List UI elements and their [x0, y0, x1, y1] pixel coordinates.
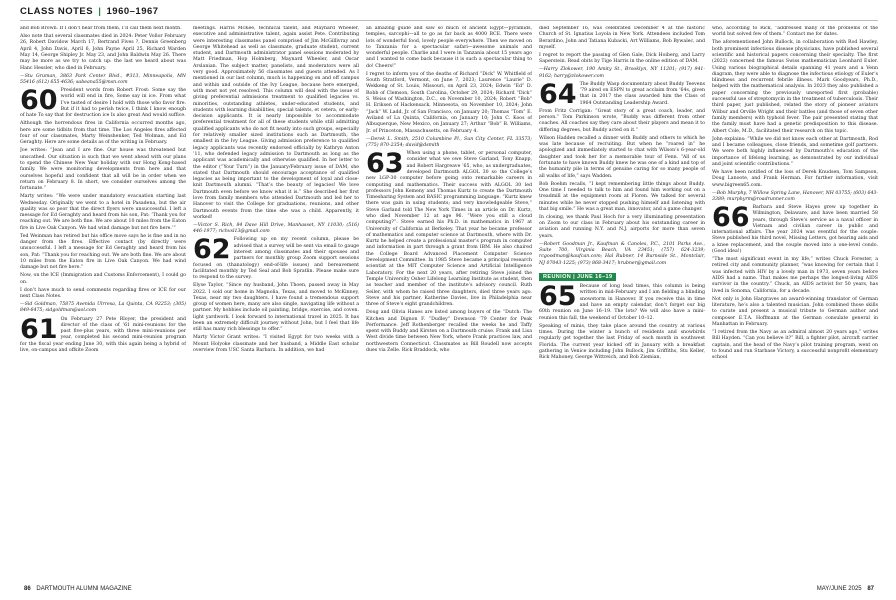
class-year-number: 65: [539, 281, 577, 313]
class-entry-text: On February 27 Pete Rloyer, the president and director of the class of ’61 mini-reunions for the past five-plus years, with three mini-reunions per year, completed his second mini-reunion program for the fiscal year ending June 30, with this again being a hybrid of live, on-campus and offsite Zoom: [20, 316, 186, 354]
column-5: [712, 26, 878, 578]
class-secretary-signature: —Stu Gruman, 3863 Park Center Blvd., #313, Minneapolis, MN 55416 (612) 655-4636; sabeana55@msn.com: [20, 73, 186, 85]
note-paragraph: John explains: “While we did not know each other at Dartmouth, Rod and I became colleagues, close friends, and sometime golf partners. We were both highly influenced by Dartmouth’s education of the importance of lifelong learning, as demonstrated by our individual and joint scientific contributions.”: [712, 136, 878, 167]
left-page-number: 86: [24, 586, 31, 592]
note-paragraph: Joe writes: “Jean and I are fine. Our house was threatened but unscathed. Our situation is such that we went ahead with our plans to spend the Chinese New Year holiday with our Hong Kong-based family. We were monitoring developments from here and that ourselves hopeful and confident that all will be in order when we return on February 8. In short, we consider ourselves among the fortunate.”: [20, 148, 186, 192]
class-entry-text: Because of long lead times, this column is being written in mid-February and I am fielding a blinding snowstorm in Hanover. If you receive this in time and have an empty calendar, don’t forget our big 60th reunion on June 16–19. The lots? We will also have a mini-reunion this fall, the weekend of October 10–12.: [539, 284, 705, 321]
class-entry: [539, 78, 705, 110]
class-entry: [193, 234, 359, 281]
right-page-number: 87: [867, 586, 874, 592]
note-paragraph: meetings. Harris McKee, technical talent, and Maynard Wheeler, executive and administrative talent, again assist Pete. Contributing were interesting classmates panel comprised of Jim McGillivray and George Whitehead as well as classmate, graduate student, current student, and Dartmouth administrator panel sessions moderated by Matt Friedman, Hop Holmberg, Maynard Wheeler, and Oscar Arslanian. The subject matter, panelists, and moderators were all very good. Approximately 56 classmates and guests attended. As I mentioned in our last column, much is happening on and off campus and within and outside of the Ivy League, because here emerged, with most not yet resolved. This column will deal with the issue of giving preferential admissions treatment to qualified legacies vs. minorities, outstanding athletes, under-educated students, and students with learning disabilities, special talents, et cetera, or early-decision applicants. It is nearly impossible to accommodate preferential treatment for all of these students while still admitting qualified applicants who do not fit neatly into such groups, especially for relatively smaller sized institutions such as Dartmouth, the smallest in the Ivy League. Giving admission preference to qualified legacy applicants was recently endorsed officially by Kathryn Anton ’11, who defended legacy admission to Dartmouth as long as the applicant was academically and otherwise qualified. In her letter to the editor (“Your Turn”) in the January/February issue of DAM, she stated that Dartmouth should encourage acceptance of qualified legacies as being important to the development of loyal and close-knit Dartmouth alumni. “That’s the beauty of legacies! We love Dartmouth even before we know what it is.” She described her first love from family members who attended Dartmouth and led her to Hanover to visit the College for graduations, reunions, and other Dartmouth events from the time she was a child. Apparently, it worked!: [193, 26, 359, 220]
note-paragraph: died September 16, was celebrated December 4 at the historic Church of St. Ignatius Loyola in New York. Attendees included Tom Berardino, John and Tatiana Kubacki, Art Williams, Bob Bywalec, and myself.: [539, 26, 705, 50]
class-entry-text: Following up on my recent column, please be advised that a survey will be sent via email to gauge interest among classmates and their spouses and partners for monthly group Zoom support sessions focused on (thanatology) end-of-life issues) and bereavement facilitated monthly by Ted Seal and Bob Spratlin. Please make sure to respond to the survey.: [193, 237, 359, 281]
class-entry: [539, 281, 705, 322]
section-years: 1960–1967: [106, 6, 159, 17]
note-paragraph: The aforementioned John Bullock, in collaboration with Rod Hawley, both prominent infectious disease physicians, have published several scientific and historical papers concerning their specialty. The first (2022) concerned the famous Swiss mathematician Leonhard Euler. Using various biographical details spanning 41 years and a Venn diagram, they were able to diagnose the infectious etiology of Euler’s blindness and recurrent febrile illness. Mark Goodyears, Ph.D., helped with the mathematical analysis. In 2023 they also published a paper concerning the previously unreported first (probable) successful use of streptomycin in the treatment of tuberculosis. Their third paper, just published, related the story of pioneer aviators Wilbur and Orville Wright and their battles (and those of seven other family members) with typhoid fever. The pair presented stating that the family must have had a genetic predisposition to this disease. Albert Cole, M.D., facilitated their research on this topic.: [712, 40, 878, 134]
class-year-number: 62: [193, 234, 231, 266]
class-year-number: 60: [20, 85, 58, 117]
note-paragraph: Marty writes: “We were under mandatory evacuation starting last Wednesday. Originally we went to a hotel in Pasadena, but the air quality was so poor that the direct flyers were unsuccessful. I left a message for Ed Geraghty and heard from his son, Pat: ‘Thank you for reaching out. We are both fine. We are about 10 miles from the Eaton fire in Live Oak Canyon. We had wind damage but not fire here.’”: [20, 194, 186, 231]
class-entry-text: Barbara and Steve Hayes grew up together in Wilmington, Delaware, and have been married 58 years, through Steve’s service as a naval officer in Vietnam and civilian career in public and international affairs. The year 2024 was eventful for the couple: Steve published his third novel, Missing Letters, got hearing aids and a knee replacement, and the couple moved into a one-level condo. (Good idea!): [712, 205, 878, 255]
note-paragraph: Doug and Olivia Hanes are listed among buyers of the “Dutch: The Kitchen and Dignon F. “Dudley” Downson ’79 Center for Peak Performance. Jeff Rothenberger recalled the weeks he and Taffy spent with Buddy and Kirsten on a Dartmouth cruise. Frank and Lisa West divide time between New York, where Frank practices law, and northwestern Connecticut. Classmates as Bill Roudell now accepts dues via Zelle. Rick Braddock, who: [366, 310, 532, 354]
note-paragraph: In closing, we thank Paul Hoch for a very illuminating presentation on Zoom to our class in February about his outstanding career in aviation and running N.Y. and N.J. airports for more than seven years.: [539, 214, 705, 239]
note-paragraph: “I retired from the Navy as an admiral almost 20 years ago,” writes Bill Hayden. “Can you believe it?” Bill, a fighter pilot, aircraft carrier captain, and the head of the Navy’s pilot training program, went on to found and run Starbase Victory, a successful nonprofit elementary school: [712, 330, 878, 361]
footer-left: [20, 586, 132, 592]
class-year-number: 63: [366, 148, 404, 180]
class-entry-text: The Buddy Wasp documentary about Buddy Teevens ’79 aired on ESPN to great acclaim from ’64s, given that in 2017 the class awarded him the Class of 1964 Outstanding Leadership Award.: [579, 81, 705, 106]
class-entry-text: When using a phone, tablet, or personal computer, consider what we owe Steve Garland, Tony Knapp, and Robert Hargreave ’65, who, as undergraduates, developed Dartmouth ALGOL 30 so the College’s new LGP-30 computer before going onto remarkable careers in computing and mathematics. Their success with ALGOL 30 led professors John Kemeny and Thomas Kurtz to create the Dartmouth Timesharing System and BASIC programming language. “Kurtz knew there was gain in using students; and very knowledgeable Steve,” Steve Garland told The New York Times in an article on Dr. Kurtz, who died November 12 at age 96. “Were you still a cloud computing?”. Steve earned his Ph.D. in mathematics in 1967 at University of California at Berkeley. That year he became professor of mathematics and computer science at Dartmouth, where with Dr. Kurtz he helped create a professional master’s program in computer and information in part through a grant from IBM. He also chaired the College Board Advanced Placement Computer Science Development Committee. In 1985 Steve became a principal research scientist at the MIT Computer Science and Artificial Intelligence Laboratory. For the next 20 years, after retiring Steve joined the Temple University Osher Lifelong Learning Institute as student, then as teacher and member of the institute’s advisory council. Ruth Seiler, with whom he raised three daughters, died three years ago. Steve and his partner, Katherine Davies, live in Philadelphia near three of Steve’s eight grandchildren.: [366, 151, 532, 308]
note-paragraph: I don’t have much to send comments regarding fires or ICE for our next Class Notes.: [20, 287, 186, 300]
class-entry-text: President words from Robert Frost: Some say the world will end in fire, Some say in ice. From what I’ve tasted of desire I hold with those who favor fire. But if it had to perish twice, I think I know enough of hate To say that for destruction ice Is also great And would suffice.: [20, 88, 186, 119]
note-paragraph: Not only is John Hargraves an award-winning translator of German literature, he’s also a talented musician. John combined those skills to curate and present a musical tribute to German author and composer E.T.A. Hoffmann at the German consulate general in Manhattan in February.: [712, 296, 878, 327]
class-secretary-signature: —Robert Goodman Jr., Kaufman & Canoles, P.C., 2101 Parks Ave., Suite 700, Virginia Beach, VA 23451; (757) 624-3239; rcgoodman@kaufcan.com; Hal Rubner, 14 Burnside St., Montclair, NJ 07043-1225; (973) 868-3417; hrubner@gmail.com: [539, 241, 705, 266]
issue-date: MAY/JUNE 2025: [816, 586, 862, 592]
class-year-number: 61: [20, 313, 58, 345]
note-paragraph: Marty Victor Grant writes: “I visited Egypt for two weeks with a Mount Holyoke classmate and her husband, a Middle East scholar overview from USC Santa Barbara. In addition, we had: [193, 335, 359, 354]
class-secretary-signature: —Sid Goldman, 75875 Avenida Ulrresa, La Quinta, CA 92253; (305) 849-6475; sidgoldman@aol.com: [20, 302, 186, 314]
note-paragraph: Also note that several classmates died in 2024: Peter Vollor February 26, Robert Davidow March 17, Bertrand Fives ?, Dennis Greenberg April 4, John Davis, April 6, John Payne April 25, Richard Warden May 14, George Shipley Jr. May 23, and John Baldwin May 26. There may be more as we try to catch up: the last we heard about was Hanc Hessler, who died in February.: [20, 34, 186, 71]
page-header: [0, 0, 896, 22]
class-entry: [20, 313, 186, 355]
note-paragraph: From Fritz Corrigan: “Great story of a great coach, leader, and person.” Tom Parkinson wrote, “Buddy was different from other coaches. All coaches say they care about their players and mean it to differing degrees, but Buddy acted on it.”: [539, 108, 705, 133]
class-year-number: 64: [539, 78, 577, 110]
column-3: [366, 26, 532, 578]
note-paragraph: Now, on the ICE (Immigration and Customs Enforcement), I could go on.: [20, 273, 186, 285]
note-paragraph: Wilson Hadden recalled a dinner with Buddy and others to which he was late because of recruiting. But when he “roared in” he apologized and immediately started to chat with Wilson’s 6-year-old daughter and took her for a memorable tour of Fenn. “All of us fortunate to have known Buddy knew he was one of a kind and top of the humanity pile in terms of genuine caring for so many people of all walks of life,” says Wadden.: [539, 135, 705, 179]
class-secretary-signature: —Derek L. Smith, 2510 Columbine Pl., Sun City Center, FL 33573; (775) 870-2354; david@dsmith: [366, 136, 532, 148]
class-secretary-signature: —Victor S. Rich, 84 Dave Hill Drive, Manhasset, NY 11030; (516) 446-1977; richvsl13@gmail.com: [193, 223, 359, 235]
note-paragraph: an amazing guide and saw so much of ancient Egypt—pyramids, temples, sarcophi—all to go as far back as 4000 BCE. There were lots of wonderful food, lovely people everywhere. Then we moved on to Tanzania for a spectacular safari—awesome animals and wonderful people. Charlie and I were in Tanzania about 15 years ago and I wanted to come back because it is such a spectacular thing to do! Cheers!”: [366, 26, 532, 69]
class-secretary-signature: —Bob Murphy, 7 Willow Spring Lane, Hanover, NH 03755; (603) 643-3389; murphyrm@roadrunner.com: [712, 190, 878, 202]
note-paragraph: Speaking of minis, they take place around the country at various times. During the winter a bunch of residents and snowbirds regularly get together the last Friday of each month in southwest Florida. The current year kicked off in January with a breakfast gathering in Venice including John Bullock, Jim Griffiths, Stu Keller, Rick Mahoney, George Wittreich, and Bob Ziemian,: [539, 323, 705, 361]
column-2: [193, 26, 359, 578]
class-secretary-signature: —Harry Zlokower, 190 Amity St., Brooklyn, NY 11201; (917) 941-9162; harry@zlokower.com: [539, 67, 705, 79]
reunion-banner: REUNION | JUNE 16–19: [539, 273, 616, 281]
page-footer: [0, 582, 896, 600]
section-separator: |: [98, 6, 102, 17]
note-paragraph: Although the horrendous fires in California occurred months ago, here are some tidbits from that time. The Los Angeles fires affected four of our classmates, Marty Weinshenker, Ted Wolman, and Ed Geraghty. Here are some details as of the writing in February.: [20, 121, 186, 146]
class-entry: [20, 85, 186, 119]
footer-right: [817, 586, 878, 592]
note-paragraph: We have been notified of the loss of Derek Knudsen, Tom Sampson, Doug Lanoote, and Frank Herman. For further information, visit www.bigreen65.com.: [712, 169, 878, 188]
note-paragraph: I regret to report the passing of Glen Gale, Dick Hoiberg, and Larry Saperstein. Read obits by Tige Harris in the online edition of DAM.: [539, 52, 705, 65]
note-paragraph: and Bob Brown. If I don’t hear from them, I’ll call them next month.: [20, 26, 182, 31]
header-rule: [20, 20, 878, 21]
note-paragraph: who, according to Rick, “addressed many of the problems of the world but solved few of them.” Contact me for dates.: [712, 26, 878, 38]
magazine-name: DARTMOUTH ALUMNI MAGAZINE: [36, 586, 132, 592]
class-year-number: 66: [712, 202, 750, 233]
note-paragraph: Elyse Taylor, “Since my husband, John Thoen, passed away in May 2022. I sold our home in Magnolia, Texas, and moved to McKinney, Texas, near my two daughters. I have found a tremendous support group of women here, many are also single, navigating life without a partner. My hobbies include oil painting, bridge, exercise, and coven. light yardwork. I look forward to international travel in 2025. It has been an extremely difficult journey without John, but I feel that life still has many rich blessings to offer.”: [193, 283, 359, 333]
note-paragraph: “The most significant event in my life,” writes Chuck Forester, a retired city and community planner, “was knowing for certain that I was infected with HIV by a lovely man in 1973, seven years before AIDS had a name. That makes me perhaps the longest-living AIDS survivor in the country.” Chuck, an AIDS activist for 50 years, has lived in Sonoma, California, for a decade.: [712, 257, 878, 294]
class-entry: [366, 148, 532, 308]
class-entry: [712, 202, 878, 255]
section-title: [20, 6, 159, 17]
note-paragraph: Bob Boehm recalls, “I kept remembering little things about Buddy. One time I needed to talk to him and found him working out on a treadmill at the equipment room at Floren. We talked for several minutes while he never stopped pushing himself and listening with that big smile.” He was a great man, innovator, and a game changer.: [539, 181, 705, 212]
section-name: CLASS NOTES: [20, 6, 94, 17]
note-paragraph: Ted Weinman has retired but his office move says he is fine and in no danger from the fires. Effective contact (by directly were unsuccessful. I left a message for Ed Geraghty and heard from his son, Pat: “Thank you for reaching out. We are both fine. We are about 10 miles from the Eaton fire in Live Oak Canyon. We had wind damage but not fire here.”: [20, 233, 186, 271]
column-1: [20, 26, 186, 578]
note-paragraph: I regret to inform you of the deaths of Richard “Dick” W. Whitfield of South Stratford, Vermont, on June 7, 2023; Laurence “Laurie” D. Wekkeng of St. Louis, Missouri, on April 23, 2024; Edwin “Ed” D. Robb of Clemson, South Carolina, October 29, 2024; Richard “Dick” S. Weiss of Washington, D.C., on November 10, 2024; Robert “Bob” H. Eriksen of Hackensack, Minnesota, on November 10, 2024; John “Jack” W. Ladd, Jr. of San Francisco, on January 20; Thomas “Tom” E. Aviland of La Quinta, California, on January 10; John C. Koos of Albuquerque, New Mexico, on January 27; Arthur “Bob” B. Williams, Jr. of Princeton, Massachusetts, on February 4.: [366, 71, 532, 134]
column-4: [539, 26, 705, 578]
